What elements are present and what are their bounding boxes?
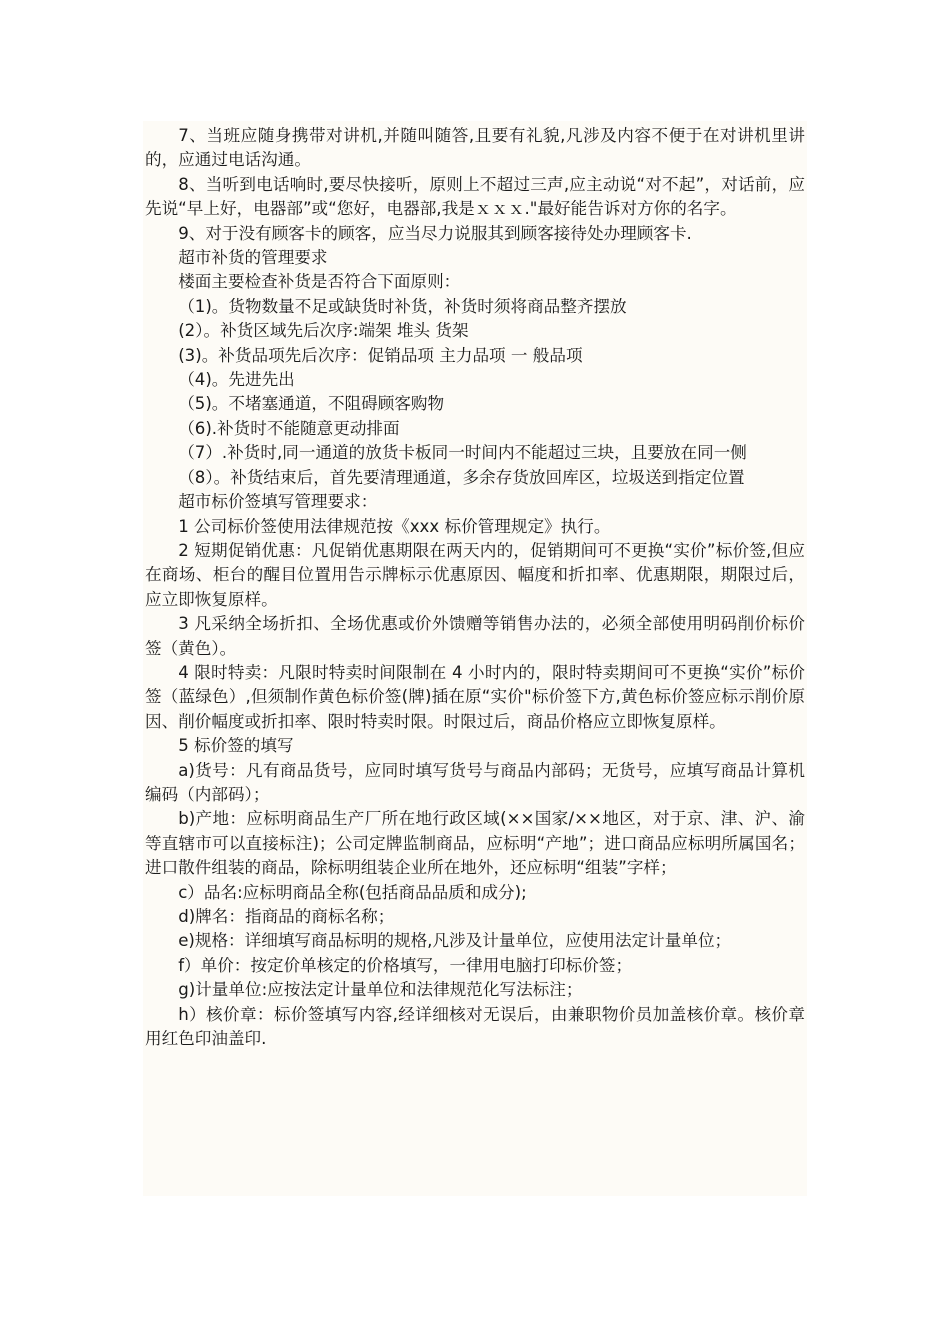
price-tag-item-d: d)牌名：指商品的商标名称； bbox=[178, 907, 395, 926]
price-tag-rule-2: 2 短期促销优惠：凡促销优惠期限在两天内的，促销期间可不更换“实价”标价签,但应在商场、柜台的醒目位置用告示牌标示优惠原因、幅度和折扣率、优惠期限，期限过后，应立即恢复原样。 bbox=[145, 540, 805, 609]
price-tag-item-g: g)计量单位:应按法定计量单位和法律规范化写法标注； bbox=[178, 980, 583, 1000]
restock-rule-4: （4)。先进先出 bbox=[178, 370, 295, 390]
restock-rule-1: （1)。货物数量不足或缺货时补货，补货时须将商品整齐摆放 bbox=[178, 296, 627, 316]
restock-rule-7: （7）.补货时,同一通道的放货卡板同一时间内不能超过三块，且要放在同一侧 bbox=[178, 443, 747, 463]
price-tag-rule-4: 4 限时特卖：凡限时特卖时间限制在 4 小时内的，限时特卖期间可不更换“实价”标价签（蓝绿色）,但须制作黄色标价签(牌)插在原“实价"标价签下方,黄色标价签应标示削价原因、削价幅度或折扣率、限时特卖时限。时限过后，商品价格应立即恢复原样。 bbox=[145, 662, 805, 731]
section-heading-price-tag: 超市标价签填写管理要求： bbox=[178, 492, 378, 512]
restock-rule-8: （8）。补货结束后，首先要清理通道，多余存货放回库区，垃圾送到指定位置 bbox=[178, 467, 745, 487]
paragraph-8-phone-answering: 8、当听到电话响时,要尽快接听，原则上不超过三声,应主动说“对不起”，对话前，应先说“早上好，电器部”或“您好，电器部,我是ｘｘｘ."最好能告诉对方你的名字。 bbox=[145, 174, 805, 219]
restock-rule-2: (2）。补货区域先后次序:端架 堆头 货架 bbox=[178, 321, 469, 341]
price-tag-item-a: a)货号：凡有商品货号，应同时填写货号与商品内部码；无货号，应填写商品计算机编码（内部码）； bbox=[145, 760, 805, 804]
document-body bbox=[145, 124, 805, 1051]
price-tag-rule-5-heading: 5 标价签的填写 bbox=[178, 736, 294, 756]
price-tag-item-e: e)规格：详细填写商品标明的规格,凡涉及计量单位，应使用法定计量单位； bbox=[178, 931, 732, 951]
price-tag-rule-1: 1 公司标价签使用法律规范按《xxx 标价管理规定》执行。 bbox=[178, 516, 611, 536]
restock-rule-5: （5)。不堵塞通道，不阻碍顾客购物 bbox=[178, 394, 445, 414]
restock-rule-3: (3)。补货品项先后次序：促销品项 主力品项 一 般品项 bbox=[178, 345, 583, 365]
restock-intro: 楼面主要检查补货是否符合下面原则： bbox=[178, 272, 461, 292]
paragraph-9-customer-card: 9、对于没有顾客卡的顾客，应当尽力说服其到顾客接待处办理顾客卡. bbox=[178, 223, 692, 243]
price-tag-item-c: c）品名:应标明商品全称(包括商品品质和成分); bbox=[178, 882, 527, 902]
price-tag-item-b: b)产地：应标明商品生产厂所在地行政区域(××国家/××地区，对于京、津、沪、渝等直辖市可以直接标注)；公司定牌监制商品，应标明“产地”；进口商品应标明所属国名；进口散件组装的商品，除标明组装企业所在地外，还应标明“组装”字样； bbox=[145, 809, 805, 878]
section-heading-restock: 超市补货的管理要求 bbox=[178, 248, 328, 268]
price-tag-item-f: f）单价：按定价单核定的价格填写，一律用电脑打印标价签； bbox=[178, 955, 633, 975]
price-tag-rule-3: 3 凡采纳全场折扣、全场优惠或价外馈赠等销售办法的，必须全部使用明码削价标价签（黄色）。 bbox=[145, 614, 805, 658]
price-tag-item-h: h）核价章：标价签填写内容,经详细核对无误后，由兼职物价员加盖核价章。核价章用红色印油盖印. bbox=[145, 1004, 805, 1049]
restock-rule-6: （6).补货时不能随意更动排面 bbox=[178, 418, 400, 438]
paragraph-7-walkie-talkie: 7、当班应随身携带对讲机,并随叫随答,且要有礼貌,凡涉及内容不便于在对讲机里讲的，应通过电话沟通。 bbox=[145, 126, 805, 170]
